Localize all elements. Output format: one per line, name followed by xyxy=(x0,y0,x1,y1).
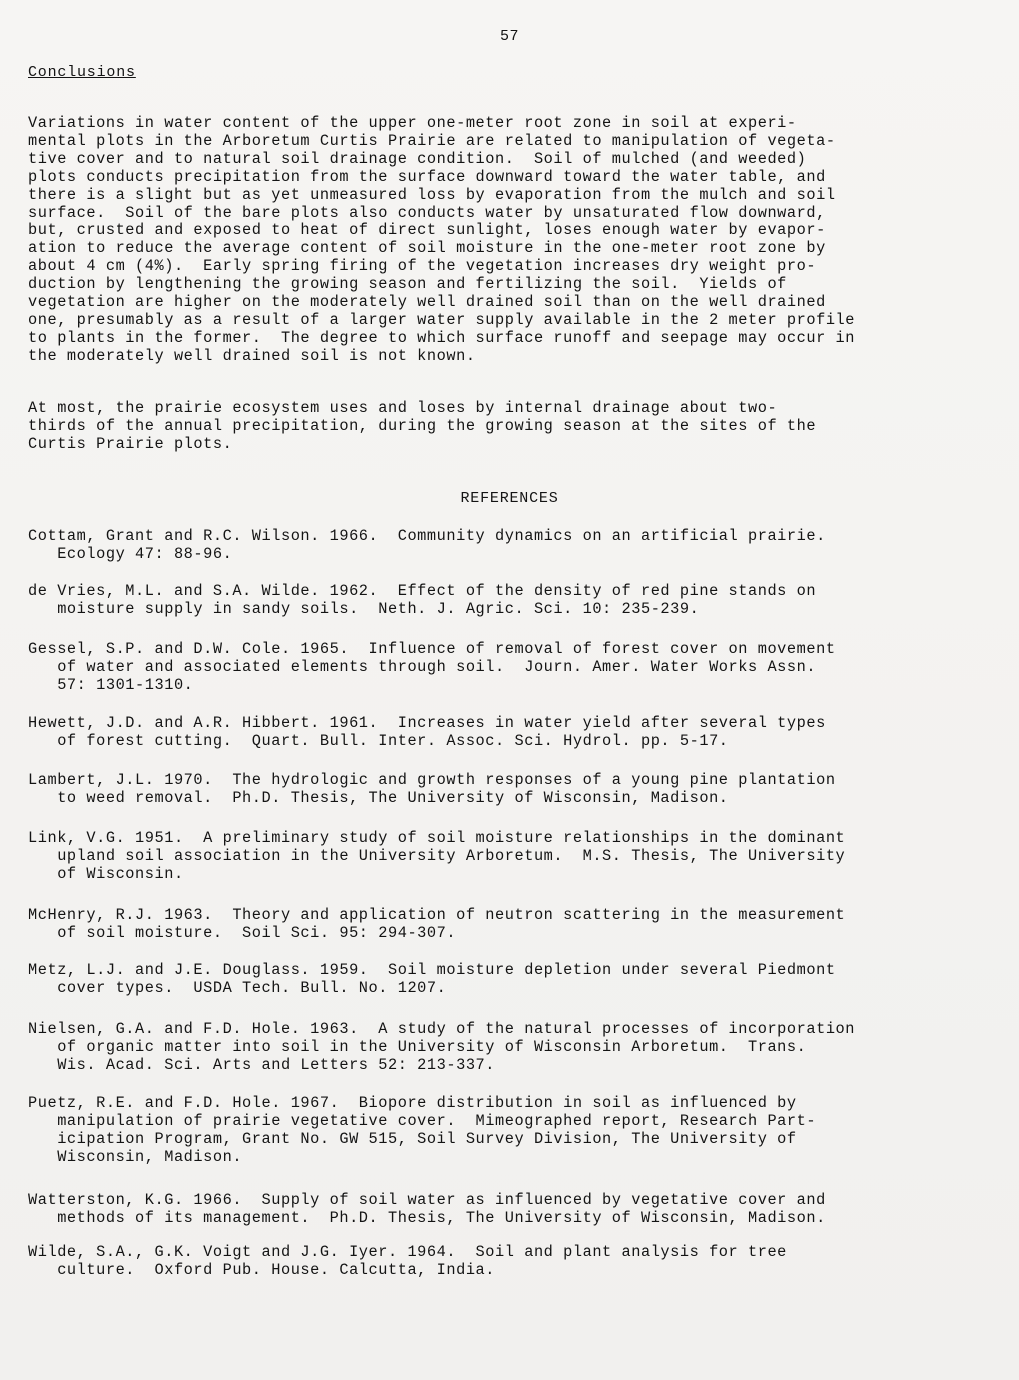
conclusions-paragraph-1: Variations in water content of the upper one-meter root zone in soil at experi- mental plots in the Arboretum Curtis Prairie are related to manipulation of vegeta- tive cover and to natural soil drainage condition. Soil of mulched (and weeded) plots conducts precipitation from the surface downward toward the water table, and there is a slight but as yet unmeasured loss by evaporation from the mulch and soil surface. Soil of the bare plots also conducts water by unsaturated flow downward, but, crusted and exposed to heat of direct sunlight, loses enough water by evapor- ation to reduce the average content of soil moisture in the one-meter root zone by about 4 cm (4%). Early spring firing of the vegetation increases dry weight pro- duction by lengthening the growing season and fertilizing the soil. Yields of vegetation are higher on the moderately well drained soil than on the well drained one, presumably as a result of a larger water supply available in the 2 meter profile to plants in the former. The degree to which surface runoff and seepage may occur in the moderately well drained soil is not known. xyxy=(28,114,856,365)
page-number: 57 xyxy=(499,28,519,45)
references-heading: REFERENCES xyxy=(460,490,559,507)
conclusions-paragraph-2: At most, the prairie ecosystem uses and loses by internal drainage about two- thirds of the annual precipitation, during the growing season at the sites of the Curtis Prairie plots. xyxy=(28,399,817,453)
reference-entry: Watterston, K.G. 1966. Supply of soil water as influenced by vegetative cover and methods of its management. Ph.D. Thesis, The University of Wisconsin, Madison. xyxy=(28,1191,826,1227)
reference-entry: Cottam, Grant and R.C. Wilson. 1966. Community dynamics on an artificial prairie. Ecology 47: 88-96. xyxy=(28,527,826,563)
reference-entry: Wilde, S.A., G.K. Voigt and J.G. Iyer. 1964. Soil and plant analysis for tree culture. Oxford Pub. House. Calcutta, India. xyxy=(28,1243,787,1279)
reference-entry: McHenry, R.J. 1963. Theory and application of neutron scattering in the measurement of soil moisture. Soil Sci. 95: 294-307. xyxy=(28,906,846,942)
reference-entry: Gessel, S.P. and D.W. Cole. 1965. Influence of removal of forest cover on movement of water and associated elements through soil. Journ. Amer. Water Works Assn. 57: 1301-1310. xyxy=(28,640,836,694)
reference-entry: Hewett, J.D. and A.R. Hibbert. 1961. Increases in water yield after several types of forest cutting. Quart. Bull. Inter. Assoc. Sci. Hydrol. pp. 5-17. xyxy=(28,714,826,750)
reference-entry: de Vries, M.L. and S.A. Wilde. 1962. Effect of the density of red pine stands on moisture supply in sandy soils. Neth. J. Agric. Sci. 10: 235-239. xyxy=(28,582,817,618)
reference-entry: Link, V.G. 1951. A preliminary study of soil moisture relationships in the dominant upland soil association in the University Arboretum. M.S. Thesis, The University of Wisconsin. xyxy=(28,829,846,883)
reference-entry: Metz, L.J. and J.E. Douglass. 1959. Soil moisture depletion under several Piedmont cover types. USDA Tech. Bull. No. 1207. xyxy=(28,961,836,997)
section-heading-conclusions: Conclusions xyxy=(28,64,136,81)
reference-entry: Lambert, J.L. 1970. The hydrologic and growth responses of a young pine plantation to weed removal. Ph.D. Thesis, The University of Wisconsin, Madison. xyxy=(28,771,836,807)
reference-entry: Nielsen, G.A. and F.D. Hole. 1963. A study of the natural processes of incorporation of organic matter into soil in the University of Wisconsin Arboretum. Trans. Wis. Acad. Sci. Arts and Letters 52: 213-337. xyxy=(28,1020,856,1074)
reference-entry: Puetz, R.E. and F.D. Hole. 1967. Biopore distribution in soil as influenced by manipulation of prairie vegetative cover. Mimeographed report, Research Part- icipation Program, Grant No. GW 515, Soil Survey Division, The University of Wisconsin, Madison. xyxy=(28,1094,817,1166)
